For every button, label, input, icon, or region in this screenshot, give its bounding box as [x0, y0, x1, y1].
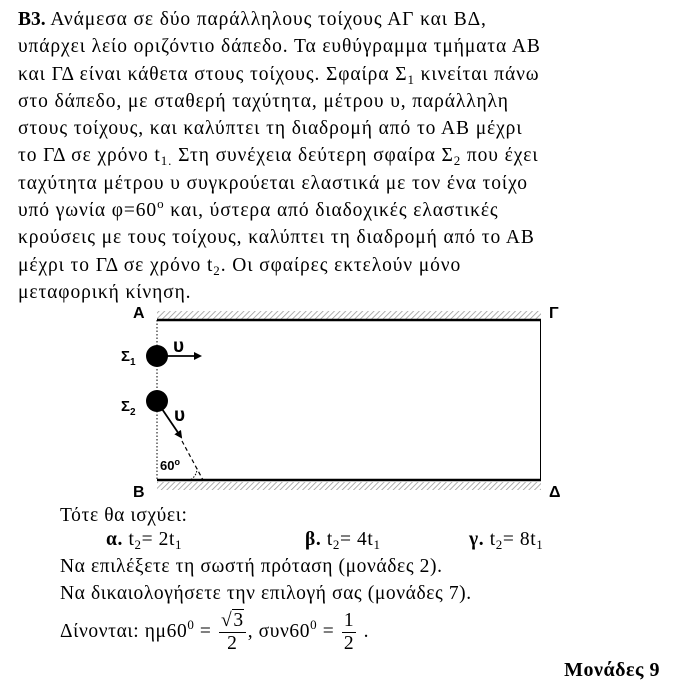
given-text: Δίνονται: ημ60 [60, 620, 188, 642]
given-values [60, 610, 369, 655]
option-text: t [326, 529, 333, 550]
problem-line: μεταφορική κίνηση. [18, 281, 192, 303]
subscript: 1 [175, 537, 183, 552]
problem-line: και ΓΔ είναι κάθετα στους τοίχους. Σφαίρα Σ [18, 63, 408, 85]
option-letter: β. [305, 529, 322, 550]
cos-fraction [342, 610, 356, 655]
option-letter: α. [106, 529, 123, 550]
option-text: = 4t [339, 529, 374, 550]
choose-instruction: Να επιλέξετε τη σωστή πρόταση (μονάδες 2). [60, 556, 443, 577]
superscript: 0 [310, 616, 318, 632]
label-a: Α [133, 305, 145, 322]
option-text: t [128, 529, 135, 550]
option-c[interactable] [469, 529, 543, 551]
angle-arc [190, 468, 197, 480]
problem-line: κινείται πάνω [414, 63, 540, 85]
subscript: 1 [536, 537, 544, 552]
problem-line: . Οι σφαίρες εκτελούν μόνο [220, 254, 462, 276]
problem-line: στους τοίχους, και καλύπτει τη διαδρομή από το ΑΒ μέχρι [18, 118, 523, 140]
subscript: 2 [495, 537, 503, 552]
label-b: Β [133, 484, 145, 501]
given-text: , συν60 [247, 620, 311, 642]
fraction-numerator: 1 [343, 610, 355, 631]
sin-fraction [219, 610, 246, 655]
fraction-denominator: 2 [227, 633, 238, 654]
fraction-denominator: 2 [343, 633, 355, 654]
subscript: 2 [213, 262, 221, 278]
subscript: 1 [373, 537, 381, 552]
problem-line: στο δάπεδο, με σταθερή ταχύτητα, μέτρου υ, παράλληλη [18, 90, 509, 112]
problem-line: το ΓΔ σε χρόνο t [18, 145, 161, 167]
wall-bottom-hatch [157, 482, 541, 490]
justify-instruction: Να δικαιολογήσετε την επιλογή σας (μονάδες 7). [60, 583, 472, 604]
equals: = [199, 620, 212, 642]
problem-line: και, ύστερα από διαδοχικές ελαστικές [164, 200, 499, 222]
problem-label: Β3. [18, 9, 46, 30]
subscript: 2 [332, 537, 340, 552]
velocity-label-1: υ [173, 336, 185, 357]
given-text: . [358, 620, 370, 642]
question-prompt: Τότε θα ισχύει: [60, 505, 188, 526]
superscript: 0 [187, 616, 195, 632]
problem-line: Ανάμεσα σε δύο παράλληλους τοίχους ΑΓ και ΒΔ, [50, 9, 487, 30]
option-text: t [489, 529, 496, 550]
option-text: = 2t [141, 529, 176, 550]
subscript: 1 [407, 71, 415, 87]
subscript: 1. [160, 153, 173, 169]
marks-total: Μονάδες 9 [564, 659, 660, 681]
option-text: = 8t [502, 529, 537, 550]
problem-line: κρούσεις με τους τοίχους, καλύπτει τη διαδρομή από το ΑΒ [18, 227, 535, 249]
sphere-1-label: $\Sigma_1$ [121, 348, 136, 368]
sphere-2 [146, 390, 168, 412]
problem-line: Στη συνέχεια δεύτερη σφαίρα Σ [172, 145, 454, 167]
fraction-numerator: 3 [233, 610, 244, 631]
problem-line: υπάρχει λείο οριζόντιο δάπεδο. Τα ευθύγραμμα τμήματα ΑΒ [18, 36, 541, 58]
angle-label: 60$^o$ [160, 457, 180, 473]
subscript: 2 [453, 153, 462, 169]
label-d: Δ [549, 484, 561, 501]
equals: = [322, 620, 335, 642]
sphere-2-label: $\Sigma_2$ [121, 398, 136, 418]
trajectory-line [182, 441, 203, 480]
superscript: ο [157, 196, 165, 212]
subscript: 2 [134, 537, 142, 552]
velocity-label-2: υ [174, 405, 186, 426]
option-b[interactable] [305, 529, 381, 551]
problem-line: υπό γωνία φ=60 [18, 200, 158, 222]
problem-line: ταχύτητα μέτρου υ συγκρούεται ελαστικά με τον ένα τοίχο [18, 172, 528, 194]
label-g: Γ [549, 305, 559, 322]
problem-line: μέχρι το ΓΔ σε χρόνο t [18, 254, 214, 276]
option-letter: γ. [469, 529, 485, 550]
problem-line: που έχει [461, 145, 539, 167]
wall-top-hatch [157, 311, 541, 319]
option-a[interactable] [106, 529, 182, 551]
sqrt-symbol: √ [221, 610, 233, 631]
